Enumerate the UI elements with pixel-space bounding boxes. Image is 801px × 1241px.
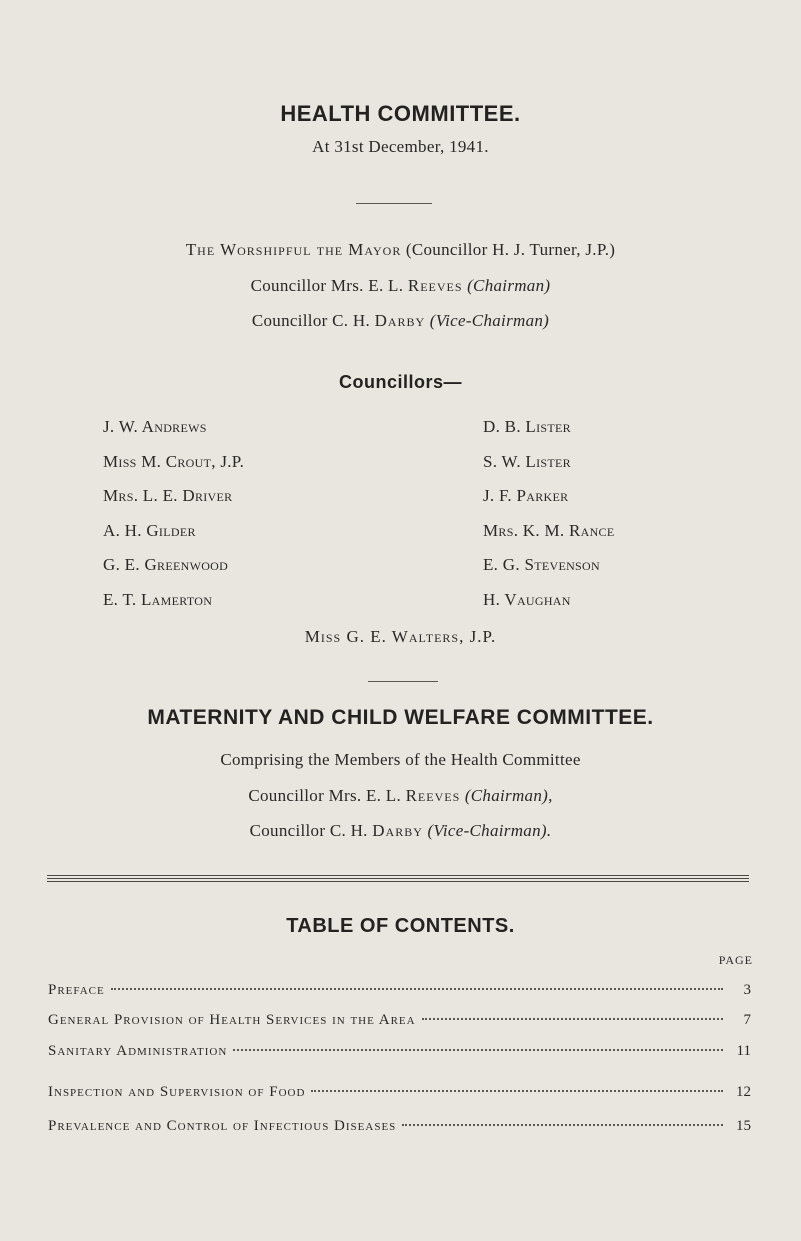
- councillor-name: Mrs. L. E. Driver: [103, 486, 233, 505]
- councillor-name: J. W. Andrews: [103, 417, 207, 436]
- vice-chairman-name: Darby: [374, 311, 426, 330]
- toc-entry-title: General Provision of Health Services in the Area: [48, 1012, 416, 1028]
- councillor-name: Mrs. K. M. Rance: [483, 520, 615, 540]
- maternity-committee-heading: MATERNITY AND CHILD WELFARE COMMITTEE.: [147, 706, 654, 729]
- toc-entry-page: 12: [736, 1084, 751, 1100]
- chairman-prefix: Councillor Mrs. E. L.: [250, 276, 404, 295]
- vice-chairman-prefix: Councillor C. H.: [251, 311, 370, 330]
- toc-entry-page: 15: [736, 1118, 751, 1134]
- toc-heading: TABLE OF CONTENTS.: [286, 915, 515, 937]
- chairman-role: (Chairman): [467, 276, 551, 295]
- maternity-comprising: Comprising the Members of the Health Committee: [220, 750, 581, 769]
- councillor-name: E. T. Lamerton: [103, 589, 213, 609]
- maternity-chairman-prefix: Councillor Mrs. E. L.: [248, 786, 402, 805]
- toc-page-label: PAGE: [718, 953, 753, 967]
- toc-entry[interactable]: [48, 1084, 751, 1108]
- toc-leader-dots: [311, 1090, 723, 1092]
- councillors-left-column: [103, 417, 244, 624]
- health-committee-heading: HEALTH COMMITTEE.: [280, 101, 521, 126]
- councillor-name: Miss M. Crout, J.P.: [103, 451, 245, 471]
- councillor-last: Miss G. E. Walters, J.P.: [304, 627, 497, 646]
- maternity-vice-chairman-name: Darby: [372, 821, 423, 840]
- divider: [356, 203, 432, 204]
- toc-entry-title: Prevalence and Control of Infectious Diseases: [48, 1118, 397, 1134]
- toc-entry[interactable]: [48, 1118, 751, 1142]
- maternity-chairman-line: [0, 786, 801, 806]
- chairman-name: Reeves: [407, 276, 463, 295]
- toc-entry-title: Sanitary Administration: [48, 1043, 228, 1059]
- toc-leader-dots: [422, 1018, 723, 1020]
- toc-entry[interactable]: [48, 1043, 751, 1067]
- councillor-name: G. E. Greenwood: [103, 555, 229, 574]
- councillor-name: S. W. Lister: [483, 451, 571, 471]
- maternity-vice-chairman-prefix: Councillor C. H.: [249, 821, 368, 840]
- maternity-chairman-role: (Chairman),: [464, 786, 553, 805]
- mayor-line: [0, 240, 801, 260]
- toc-entry[interactable]: [48, 982, 751, 1006]
- toc-leader-dots: [233, 1049, 723, 1051]
- maternity-vice-chairman-role: (Vice-Chairman).: [427, 821, 552, 840]
- toc-entry-page: 11: [736, 1043, 751, 1059]
- mayor-name: (Councillor H. J. Turner, J.P.): [405, 240, 616, 259]
- toc-leader-dots: [111, 988, 723, 990]
- toc-entry-page: 3: [743, 982, 751, 998]
- councillor-name: A. H. Gilder: [103, 520, 196, 540]
- health-committee-date: At 31st December, 1941.: [312, 137, 489, 156]
- councillors-right-column: [483, 417, 615, 624]
- divider: [368, 681, 438, 682]
- toc-entry-title: Inspection and Supervision of Food: [48, 1084, 306, 1100]
- toc-leader-dots: [402, 1124, 723, 1126]
- chairman-line: [0, 276, 801, 296]
- mayor-title: The Worshipful the Mayor: [185, 240, 402, 259]
- councillor-name: D. B. Lister: [483, 417, 571, 436]
- councillor-name: H. Vaughan: [483, 589, 571, 609]
- vice-chairman-line: [0, 311, 801, 331]
- councillor-name: J. F. Parker: [483, 486, 569, 505]
- double-rule: [47, 875, 749, 884]
- maternity-vice-chairman-line: [0, 821, 801, 841]
- councillor-name: E. G. Stevenson: [483, 555, 600, 574]
- councillors-heading: Councillors—: [338, 372, 462, 392]
- toc-entry-title: Preface: [48, 982, 105, 998]
- toc-entry-page: 7: [743, 1012, 751, 1028]
- toc-entry[interactable]: [48, 1012, 751, 1036]
- maternity-chairman-name: Reeves: [405, 786, 461, 805]
- vice-chairman-role: (Vice-Chairman): [429, 311, 550, 330]
